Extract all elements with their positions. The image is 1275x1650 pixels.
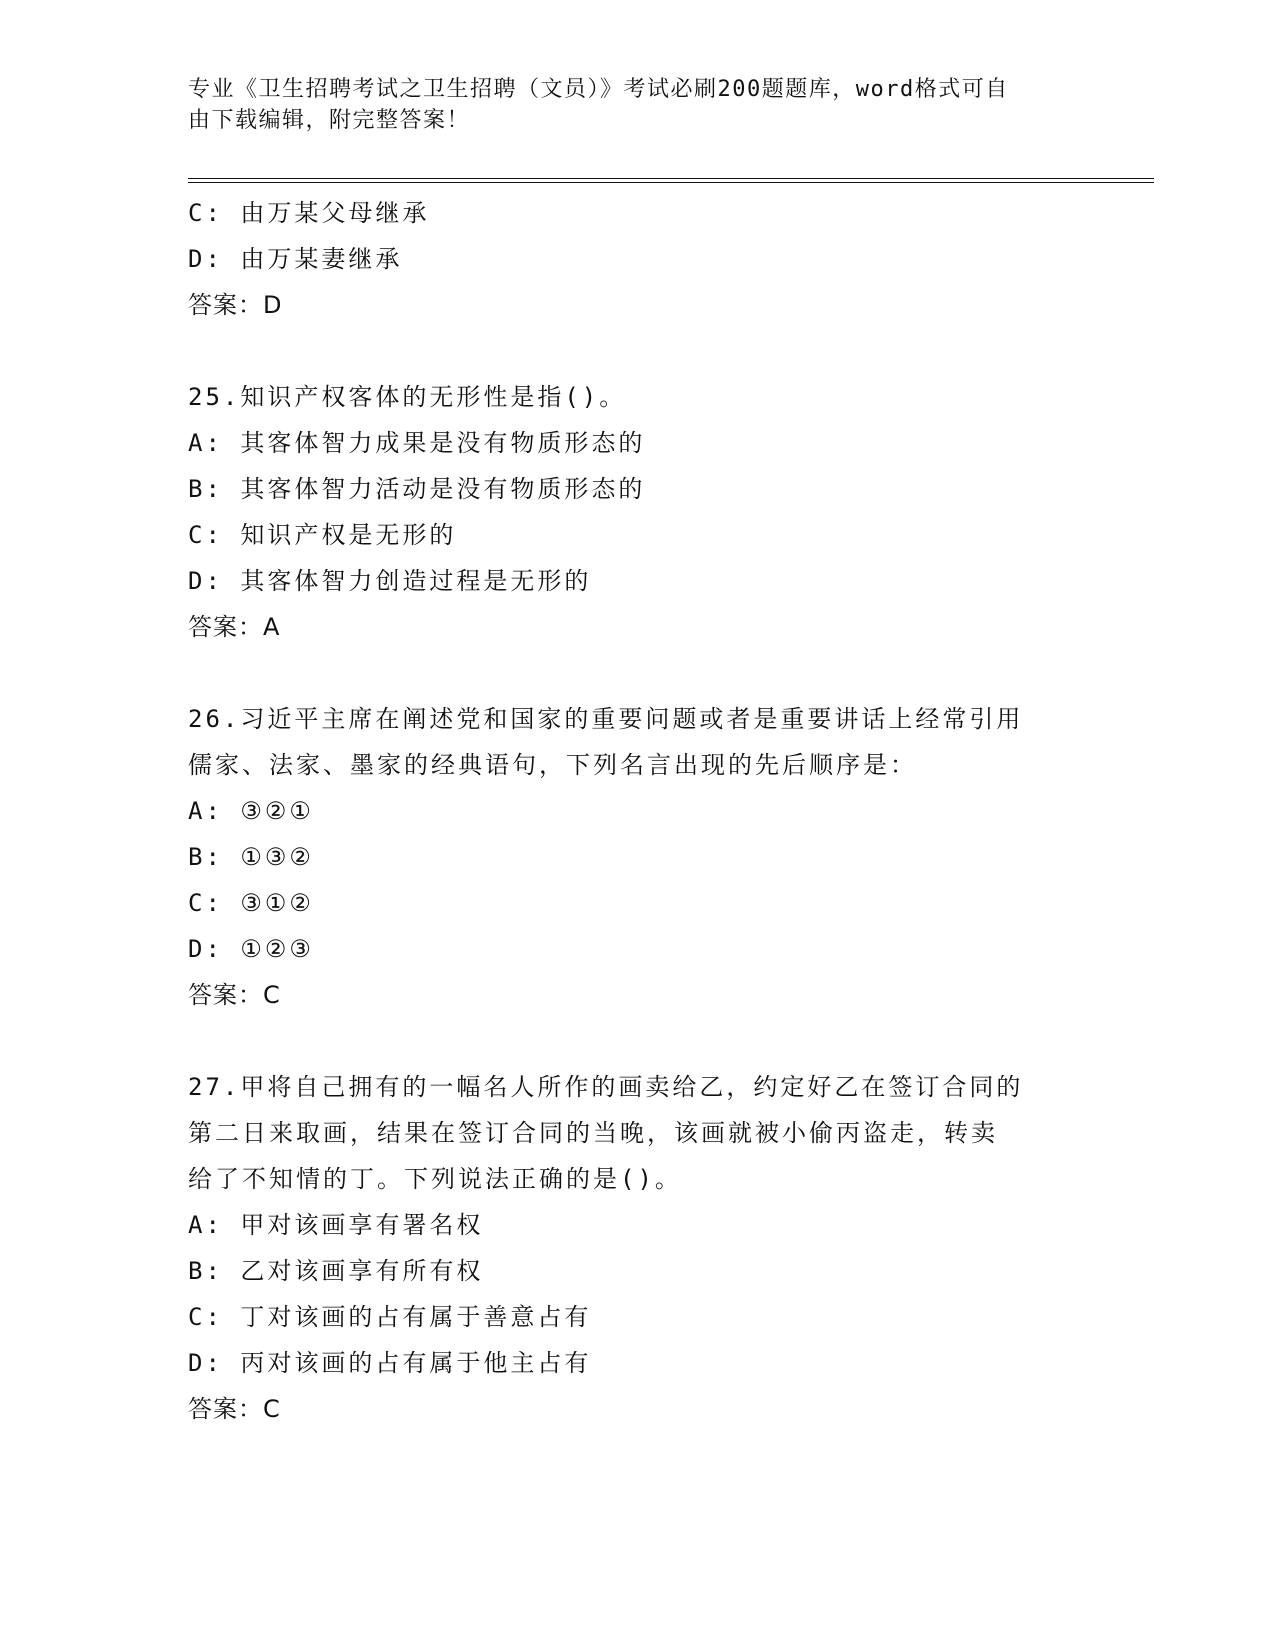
option-a: A: 甲对该画享有署名权 — [188, 1211, 484, 1239]
question-26 — [188, 696, 1088, 1018]
option-d: D: 其客体智力创造过程是无形的 — [188, 567, 592, 595]
option-b: B: 乙对该画享有所有权 — [188, 1257, 484, 1285]
question-stem: 儒家、法家、墨家的经典语句，下列名言出现的先后顺序是： — [188, 751, 917, 779]
option-c: C: 知识产权是无形的 — [188, 521, 457, 549]
answer-label: 答案：A — [188, 613, 281, 641]
spacer — [188, 650, 1088, 696]
question-25 — [188, 374, 1088, 650]
option-d: D: 丙对该画的占有属于他主占有 — [188, 1349, 592, 1377]
option-a: A: 其客体智力成果是没有物质形态的 — [188, 429, 646, 457]
option-b: B: ①③② — [188, 843, 314, 871]
answer-label: 答案：D — [188, 291, 283, 319]
question-list — [188, 190, 1088, 1432]
spacer — [188, 1018, 1088, 1064]
answer-label: 答案：C — [188, 1395, 281, 1423]
option-c: C: 丁对该画的占有属于善意占有 — [188, 1303, 592, 1331]
question-24-continued — [188, 190, 1088, 328]
answer-label: 答案：C — [188, 981, 281, 1009]
option-a: A: ③②① — [188, 797, 314, 825]
question-27 — [188, 1064, 1088, 1432]
option-d: D: ①②③ — [188, 935, 314, 963]
question-stem: 给了不知情的丁。下列说法正确的是()。 — [188, 1165, 682, 1193]
question-stem: 27.甲将自己拥有的一幅名人所作的画卖给乙，约定好乙在签订合同的 — [188, 1073, 1024, 1101]
option-d: D: 由万某妻继承 — [188, 245, 403, 273]
question-stem: 26.习近平主席在阐述党和国家的重要问题或者是重要讲话上经常引用 — [188, 705, 1024, 733]
document-header — [188, 74, 1088, 136]
option-c: C: 由万某父母继承 — [188, 199, 430, 227]
header-divider-top — [188, 178, 1154, 179]
question-stem: 第二日来取画，结果在签订合同的当晚，该画就被小偷丙盗走，转卖 — [188, 1119, 998, 1147]
option-c: C: ③①② — [188, 889, 314, 917]
question-stem: 25.知识产权客体的无形性是指()。 — [188, 383, 627, 411]
header-line-1: 专业《卫生招聘考试之卫生招聘（文员）》考试必刷200题题库，word格式可自 — [188, 77, 1009, 102]
spacer — [188, 328, 1088, 374]
header-line-2: 由下载编辑，附完整答案！ — [188, 108, 471, 133]
option-b: B: 其客体智力活动是没有物质形态的 — [188, 475, 646, 503]
header-divider-bottom — [188, 182, 1154, 183]
